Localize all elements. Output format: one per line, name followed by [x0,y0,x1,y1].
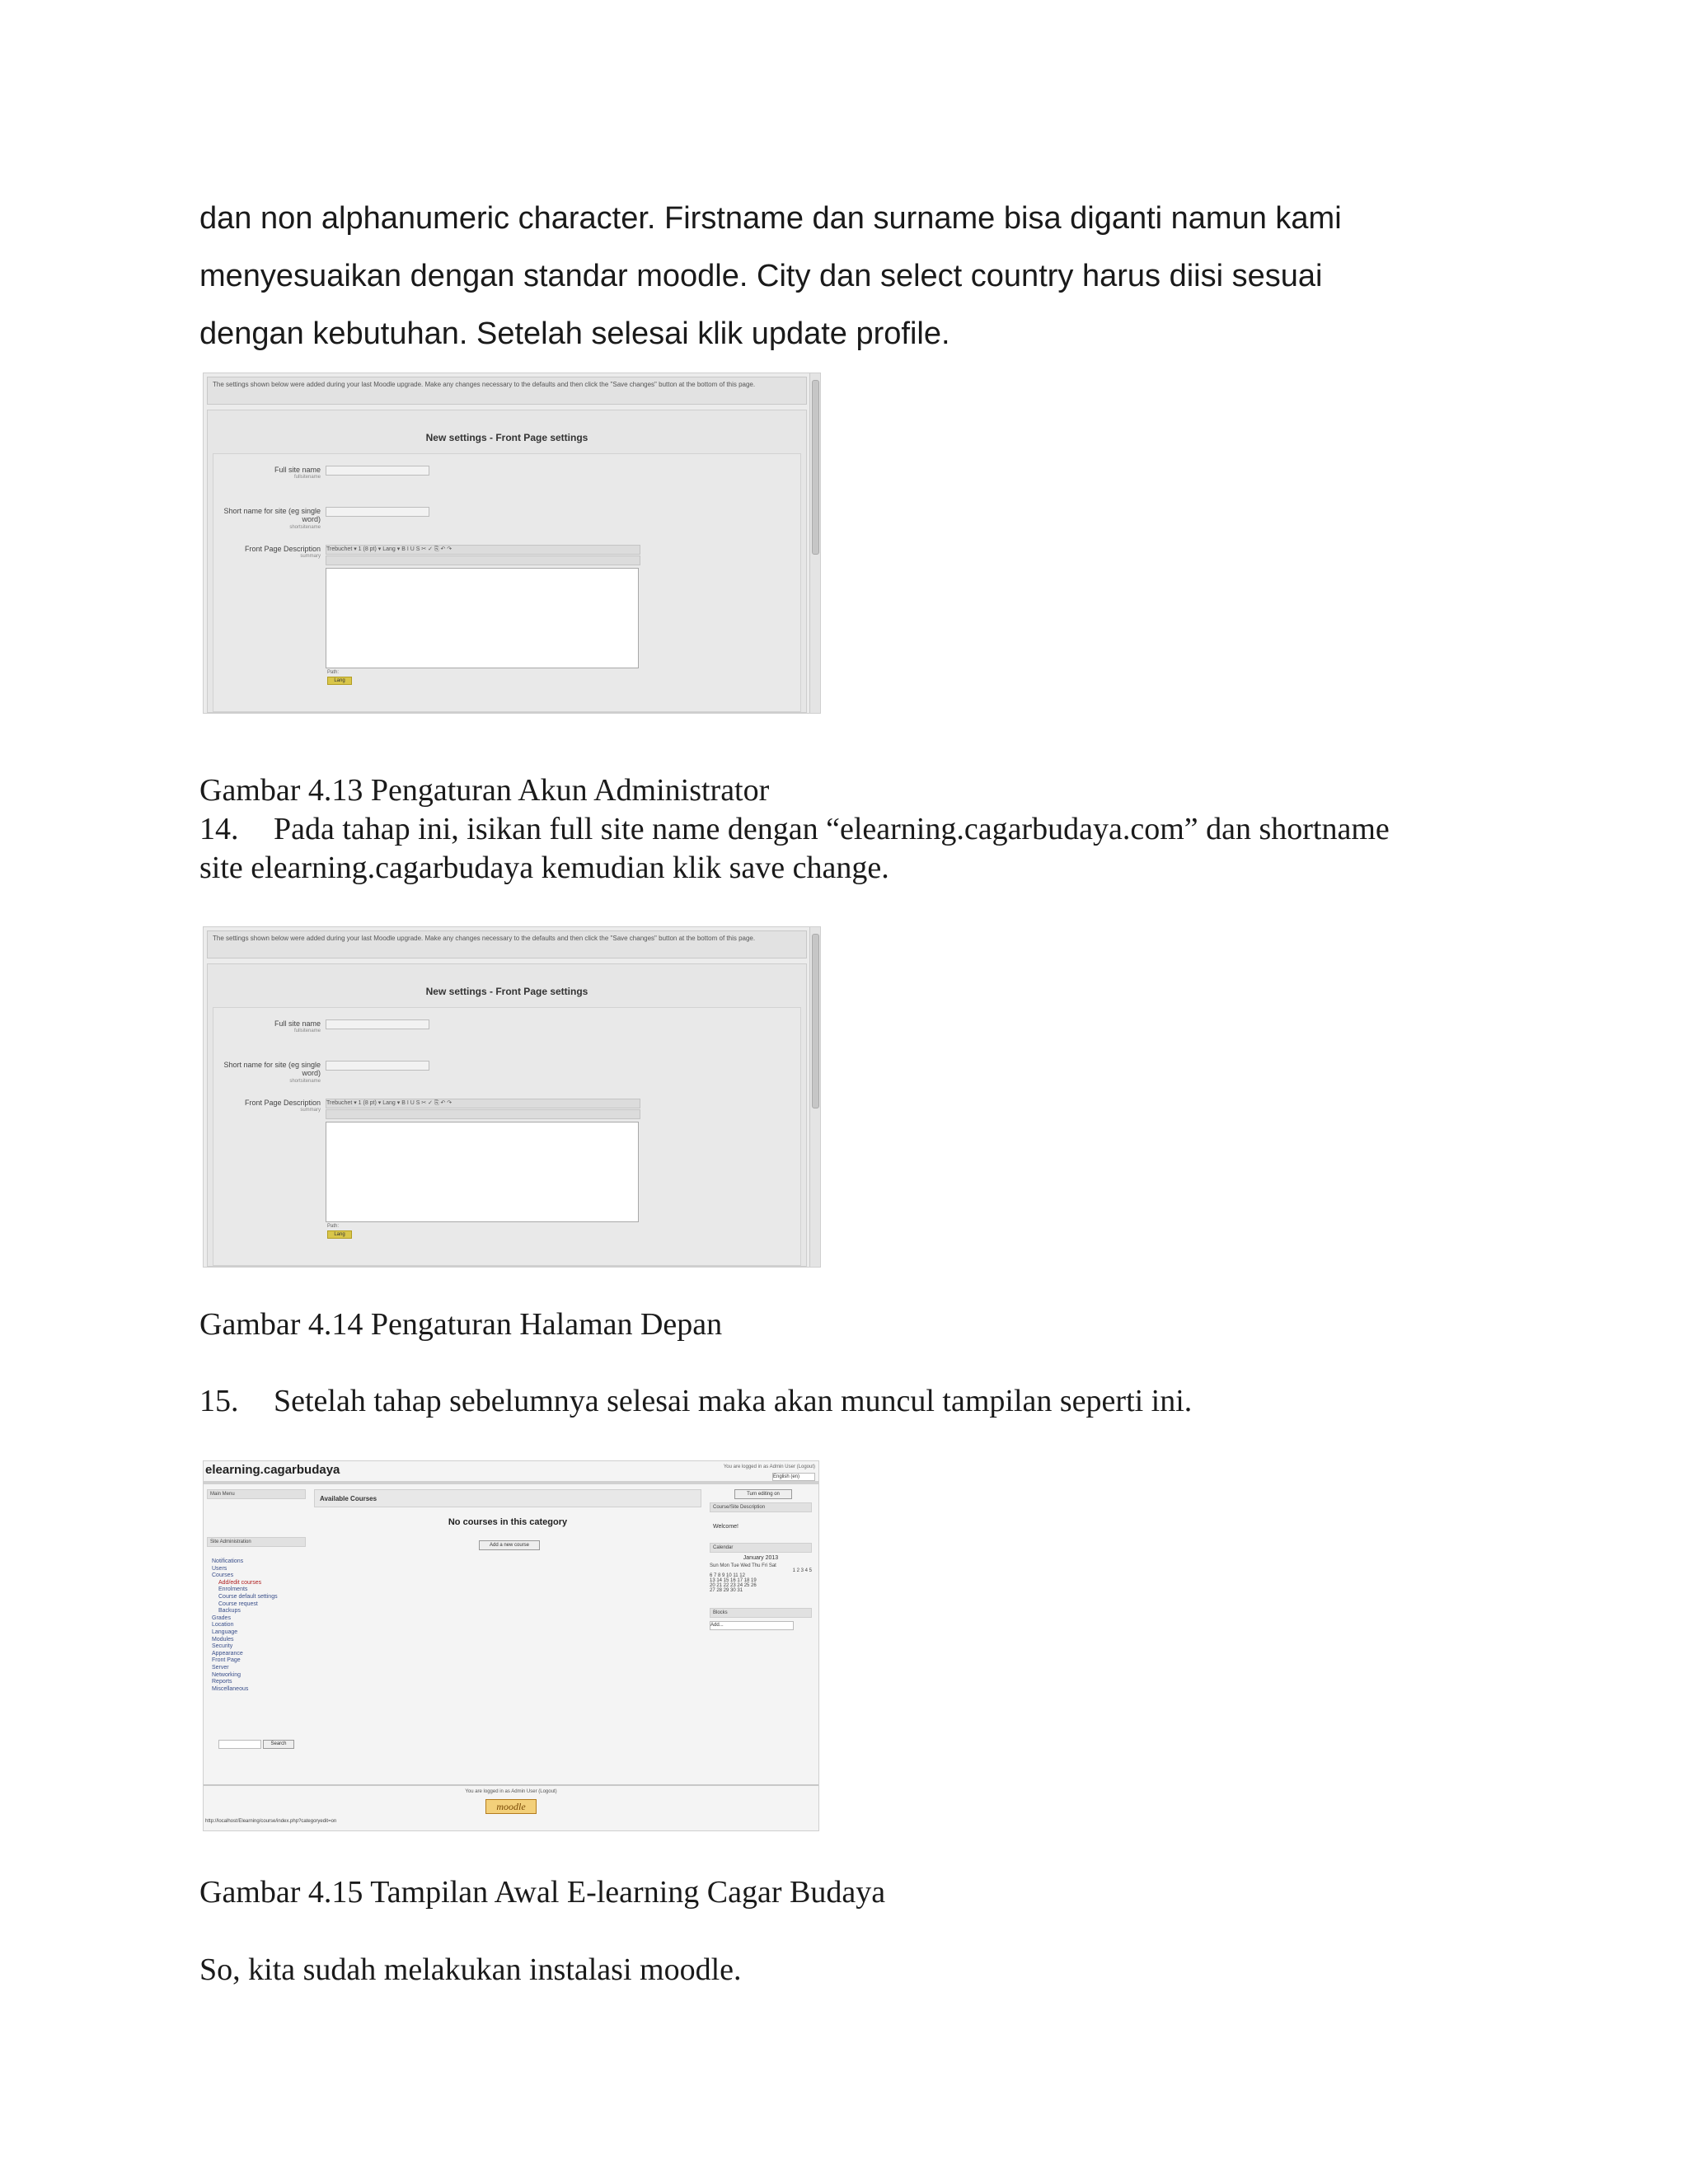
admin-item[interactable]: Language [212,1629,238,1635]
site-name: elearning.cagarbudaya [205,1463,340,1477]
admin-item[interactable]: Backups [218,1608,241,1615]
front-page-description-label: Front Page Description [244,545,321,553]
welcome-text: Welcome! [713,1524,738,1530]
full-site-name-label: Full site name [274,1019,321,1028]
calendar-week: 27 28 29 30 31 [710,1588,743,1593]
left-column [207,1489,306,1769]
full-site-name-key: fullsitename [293,1029,321,1033]
short-name-key: shortsitename [289,1079,321,1084]
calendar-month: January 2013 [743,1555,779,1561]
calendar-week: 13 14 15 16 17 18 19 [710,1578,757,1583]
editor-toolbar-row2[interactable] [326,555,640,565]
short-name-key: shortsitename [289,525,321,530]
calendar-week: 6 7 8 9 10 11 12 [710,1573,745,1578]
figure-4-13-screenshot [203,373,821,714]
main-menu-body [207,1499,306,1537]
editor-toolbar[interactable]: Trebuchet ▾ 1 (8 pt) ▾ Lang ▾ B I U S ✂ ✓ ⎘ ↶ ↷ [326,1099,640,1108]
footer-divider [204,1784,818,1786]
scrollbar-thumb[interactable] [812,934,819,1108]
calendar-header: Calendar [710,1543,812,1553]
description-editor[interactable] [326,568,639,668]
intro-line: dengan kebutuhan. Setelah selesai klik update profile. [199,316,950,351]
settings-panel [207,410,807,713]
intro-line: dan non alphanumeric character. Firstname dan surname bisa diganti namun kami [199,201,1342,236]
front-page-description-key: summary [300,554,321,559]
admin-item[interactable]: Server [212,1664,229,1671]
figure-4-13-caption: Gambar 4.13 Pengaturan Akun Administrator [199,773,770,808]
full-site-name-input[interactable] [326,1019,429,1029]
step-15-text: Setelah tahap sebelumnya selesai maka akan muncul tampilan seperti ini. [274,1384,1193,1418]
figure-4-15-caption: Gambar 4.15 Tampilan Awal E-learning Cagar Budaya [199,1875,886,1910]
editor-toolbar-row2[interactable] [326,1109,640,1119]
admin-item[interactable]: Notifications [212,1558,244,1564]
step-15-number: 15. [199,1384,239,1418]
admin-item-active[interactable]: Add/edit courses [218,1579,262,1586]
no-courses-message: No courses in this category [448,1517,568,1527]
settings-form [213,1007,801,1266]
admin-item[interactable]: Course default settings [218,1593,278,1600]
admin-item[interactable]: Appearance [212,1650,243,1657]
calendar-grid [710,1563,812,1593]
settings-panel [207,963,807,1267]
upgrade-notice: The settings shown below were added during your last Moodle upgrade. Make any changes necessary to the defaults and then click the "Save changes" button at the bottom of this page. [207,377,807,405]
figure-4-15-screenshot [203,1460,819,1831]
footer-login-info: You are logged in as Admin User (Logout) [465,1789,557,1794]
admin-tree [207,1547,306,1693]
figure-4-14-caption: Gambar 4.14 Pengaturan Halaman Depan [199,1307,723,1342]
editor-path-label: Path: [327,1224,340,1229]
admin-item[interactable]: Grades [212,1615,231,1621]
scrollbar[interactable] [809,373,820,713]
scrollbar-thumb[interactable] [812,380,819,555]
step-14-text: Pada tahap ini, isikan full site name dengan “elearning.cagarbudaya.com” dan shortname [274,812,1390,846]
site-admin-header: Site Administration [207,1537,306,1547]
full-site-name-key: fullsitename [293,475,321,480]
add-course-button[interactable]: Add a new course [479,1540,540,1550]
admin-item[interactable]: Location [212,1622,234,1629]
admin-item[interactable]: Course request [218,1601,258,1607]
moodle-logo[interactable]: moodle [485,1799,537,1814]
step-14-number: 14. [199,812,239,846]
conclusion: So, kita sudah melakukan instalasi moodle. [199,1952,742,1987]
header-bar [204,1481,818,1484]
calendar-week: 1 2 3 4 5 [792,1568,812,1573]
short-name-label: Short name for site (eg single word) [223,507,321,523]
available-courses-header: Available Courses [314,1489,701,1507]
admin-item[interactable]: Reports [212,1679,232,1685]
intro-line: menyesuaikan dengan standar moodle. City dan select country harus diisi sesuai [199,259,1323,293]
settings-form [213,453,801,712]
editor-path-label: Path: [327,670,340,675]
settings-title: New settings - Front Page settings [425,432,588,443]
calendar-weekdays: Sun Mon Tue Wed Thu Fri Sat [710,1563,776,1568]
admin-item[interactable]: Front Page [212,1657,241,1664]
full-site-name-input[interactable] [326,466,429,476]
short-name-input[interactable] [326,507,429,517]
admin-item[interactable]: Modules [212,1636,234,1643]
admin-item[interactable]: Security [212,1643,233,1650]
language-select[interactable]: English (en) [772,1473,815,1481]
turn-editing-on-button[interactable]: Turn editing on [734,1489,792,1499]
intro-paragraph [199,190,1469,363]
right-column [710,1502,812,1630]
course-description-header: Course/Site Description [710,1502,812,1512]
login-info: You are logged in as Admin User (Logout) [723,1465,815,1469]
admin-item[interactable]: Miscellaneous [212,1685,249,1692]
settings-title: New settings - Front Page settings [425,986,588,997]
step-15 [199,1382,1192,1420]
editor-toolbar[interactable]: Trebuchet ▾ 1 (8 pt) ▾ Lang ▾ B I U S ✂ ✓ ⎘ ↶ ↷ [326,545,640,555]
front-page-description-key: summary [300,1108,321,1113]
admin-item[interactable]: Courses [212,1572,234,1579]
editor-tag: Lang [327,1230,352,1239]
upgrade-notice: The settings shown below were added during your last Moodle upgrade. Make any changes necessary to the defaults and then click the "Save changes" button at the bottom of this page. [207,930,807,958]
status-url: http://localhost/Elearning/course/index.php?categoryedit=on [205,1819,337,1824]
full-site-name-label: Full site name [274,466,321,474]
main-menu-header: Main Menu [207,1489,306,1499]
short-name-input[interactable] [326,1061,429,1071]
figure-4-14-screenshot [203,926,821,1268]
short-name-label: Short name for site (eg single word) [223,1061,321,1077]
step-14-line2: site elearning.cagarbudaya kemudian klik save change. [199,851,889,885]
admin-item[interactable]: Networking [212,1671,241,1678]
scrollbar[interactable] [809,927,820,1267]
calendar-week: 20 21 22 23 24 25 26 [710,1583,757,1588]
admin-search-button[interactable]: Search [263,1740,294,1749]
admin-item[interactable]: Users [212,1565,227,1572]
step-14-line1 [199,810,1390,848]
admin-item[interactable]: Enrolments [218,1586,248,1593]
description-editor[interactable] [326,1122,639,1222]
admin-search-input[interactable] [218,1740,261,1749]
editor-tag: Lang [327,677,352,685]
blocks-header: Blocks [710,1608,812,1618]
front-page-description-label: Front Page Description [244,1099,321,1107]
add-block-select[interactable]: Add... [710,1621,794,1630]
